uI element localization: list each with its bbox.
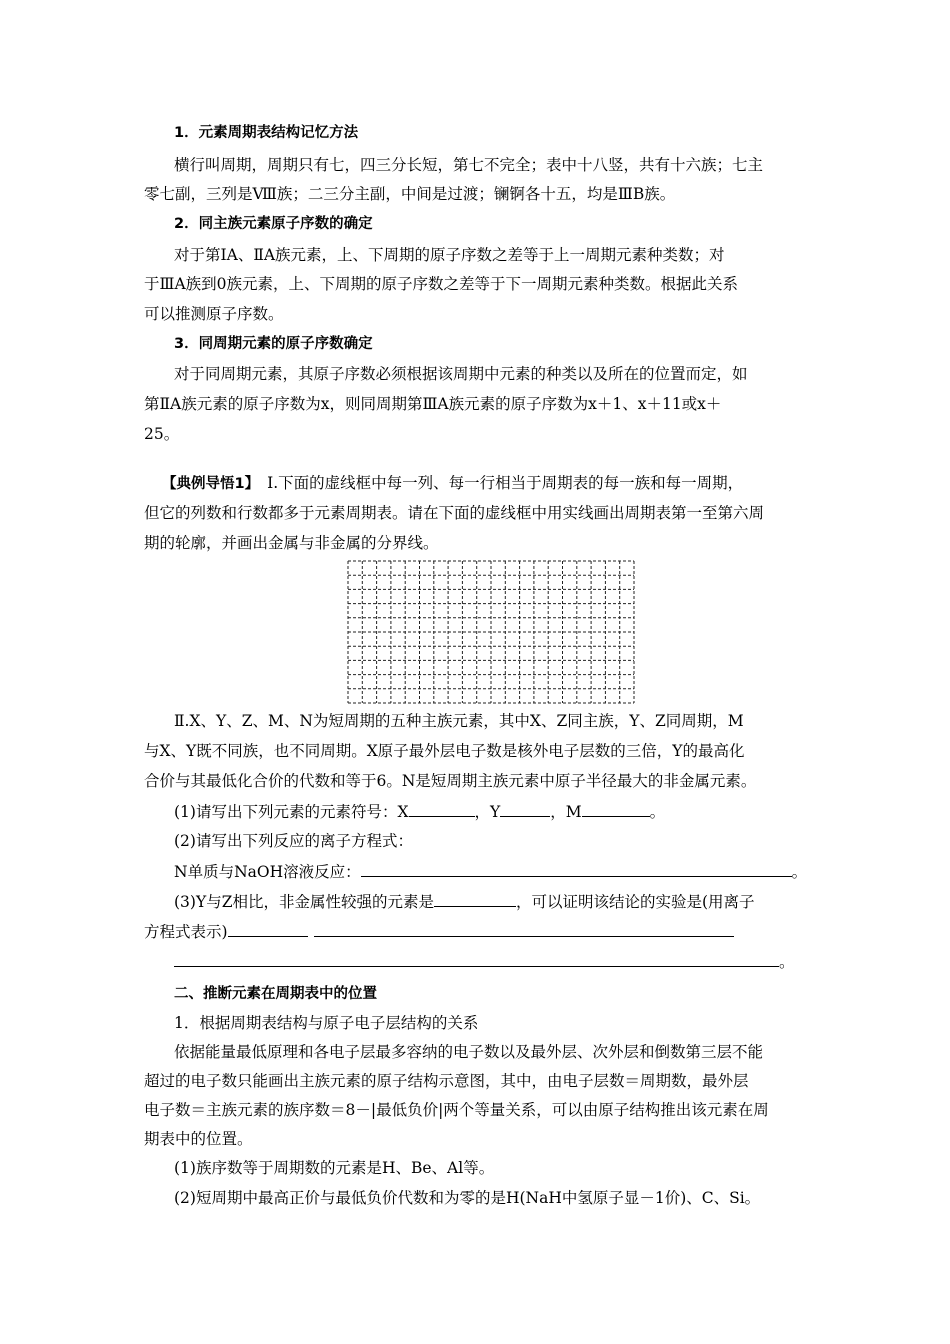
example-part1-line-2: 但它的列数和行数都多于元素周期表。请在下面的虚线框中用实线画出周期表第一至第六周 xyxy=(144,504,765,522)
section-4-item-1: (1)族序数等于周期数的元素是H、Be、Al等。 xyxy=(174,1159,495,1177)
question-3-text: (3)Y与Z相比，非金属性较强的元素是 xyxy=(174,893,434,911)
question-3-line-3 xyxy=(174,951,795,972)
question-3-text-3: 方程式表示) xyxy=(144,923,228,941)
answer-blank-equation-2b[interactable] xyxy=(314,921,734,937)
question-2-end: 。 xyxy=(791,863,808,881)
question-1-text: (1)请写出下列元素的元素符号：X xyxy=(174,803,409,821)
section-1-line-2: 零七副，三列是Ⅷ族；二三分主副，中间是过渡；镧锕各十五，均是ⅢB族。 xyxy=(144,185,676,203)
answer-blank-equation[interactable] xyxy=(361,861,792,877)
section-2-line-2: 于ⅢA族到0族元素，上、下周期的原子序数之差等于下一周期元素种类数。根据此关系 xyxy=(144,275,739,293)
section-1-title: 1．元素周期表结构记忆方法 xyxy=(174,125,359,141)
example-line-1 xyxy=(162,473,743,494)
example-part1-line-3: 期的轮廓，并画出金属与非金属的分界线。 xyxy=(144,534,439,552)
section-3-line-2: 第ⅡA族元素的原子序数为x，则同周期第ⅢA族元素的原子序数为x＋1、x＋11或x＋ xyxy=(144,395,722,413)
question-1-y-label: ，Y xyxy=(474,803,501,821)
answer-blank-m[interactable] xyxy=(582,801,650,817)
question-1-end: 。 xyxy=(649,803,666,821)
question-3 xyxy=(174,891,755,912)
question-2-sub-text: N单质与NaOH溶液反应： xyxy=(174,863,361,881)
question-3-line-2 xyxy=(144,921,734,942)
section-2-title: 2．同主族元素原子序数的确定 xyxy=(174,216,373,232)
question-1 xyxy=(174,801,665,822)
section-3-line-1: 对于同周期元素，其原子序数必须根据该周期中元素的种类以及所在的位置而定，如 xyxy=(174,365,748,383)
example-part1-line-1: Ⅰ.下面的虚线框中每一列、每一行相当于周期表的每一族和每一周期， xyxy=(267,474,744,492)
example-part2-line-2: 与X、Y既不同族，也不同周期。X原子最外层电子数是核外电子层数的三倍，Y的最高化 xyxy=(144,742,745,760)
section-2-line-1: 对于第ⅠA、ⅡA族元素，上、下周期的原子序数之差等于上一周期元素种类数；对 xyxy=(174,246,725,264)
question-3-end: 。 xyxy=(779,953,795,971)
section-4-line-1: 依据能量最低原理和各电子层最多容纳的电子数以及最外层、次外层和倒数第三层不能 xyxy=(174,1043,764,1061)
section-4-subtitle: 1．根据周期表结构与原子电子层结构的关系 xyxy=(174,1014,479,1032)
dashed-grid xyxy=(347,560,635,704)
section-4-item-2: (2)短周期中最高正价与最低负价代数和为零的是H(NaH中氢原子显－1价)、C、Si。 xyxy=(174,1189,761,1207)
dashed-grid-box[interactable] xyxy=(347,560,635,704)
section-4-line-2: 超过的电子数只能画出主族元素的原子结构示意图，其中，由电子层数＝周期数，最外层 xyxy=(144,1072,749,1090)
answer-blank-x[interactable] xyxy=(409,801,475,817)
question-1-m-label: ，M xyxy=(550,803,582,821)
section-4-line-3: 电子数＝主族元素的族序数＝8－|最低负价|两个等量关系，可以由原子结构推出该元素在周 xyxy=(144,1101,769,1119)
question-2-sub xyxy=(174,861,807,882)
section-2-line-3: 可以推测原子序数。 xyxy=(144,305,284,323)
answer-blank-y[interactable] xyxy=(500,801,550,817)
section-3-title: 3．同周期元素的原子序数确定 xyxy=(174,336,373,352)
section-1-line-1: 横行叫周期，周期只有七，四三分长短，第七不完全；表中十八竖，共有十六族；七主 xyxy=(174,156,764,174)
example-tag: 【典例导悟1】 xyxy=(162,476,260,492)
section-3-line-3: 25。 xyxy=(144,425,180,443)
section-4-title: 二、推断元素在周期表中的位置 xyxy=(174,986,377,1002)
answer-blank-equation-3[interactable] xyxy=(174,951,779,967)
example-part2-line-1: Ⅱ.X、Y、Z、M、N为短周期的五种主族元素，其中X、Z同主族，Y、Z同周期，M xyxy=(174,712,744,730)
answer-blank-equation-2a[interactable] xyxy=(228,921,308,937)
section-4-line-4: 期表中的位置。 xyxy=(144,1130,253,1148)
example-part2-line-3: 合价与其最低化合价的代数和等于6。N是短周期主族元素中原子半径最大的非金属元素。 xyxy=(144,772,757,790)
answer-blank-element[interactable] xyxy=(434,891,516,907)
question-3-text-2: ，可以证明该结论的实验是(用离子 xyxy=(515,893,755,911)
question-2: (2)请写出下列反应的离子方程式： xyxy=(174,832,413,850)
